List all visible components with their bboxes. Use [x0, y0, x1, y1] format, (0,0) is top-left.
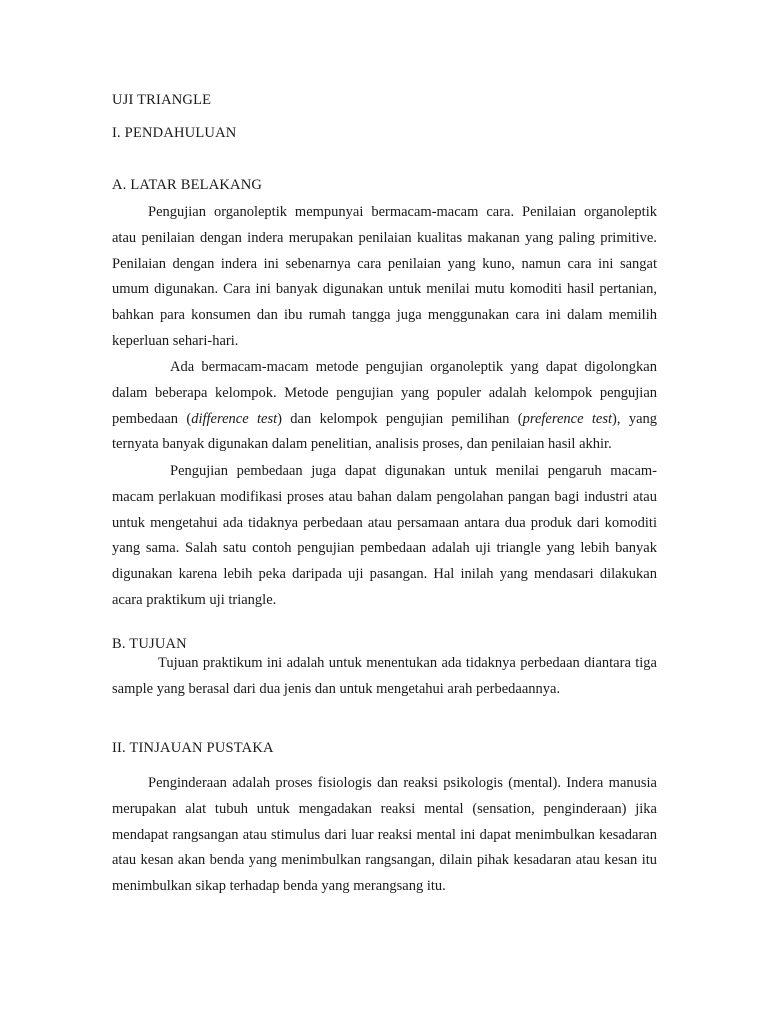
subsection-heading-latar-belakang: A. LATAR BELAKANG: [112, 177, 263, 193]
paragraph-text: ), yang ternyata banyak digunakan dalam penelitian, analisis proses, dan penilaian hasil akhir.: [112, 410, 657, 453]
paragraph-text: Pengujian organoleptik mempunyai bermacam-macam cara. Penilaian organoleptik atau penilaian dengan indera merupakan penilaian kualitas makanan yang paling primitive. Penilaian dengan indera ini sebenarnya cara penilaian yang kuno, namun cara ini sangat umum digunakan. Cara ini banyak digunakan untuk menilai mutu komoditi hasil pertanian, bahkan para konsumen dan ibu rumah tangga juga menggunakan cara ini dalam memilih keperluan sehari-hari.: [112, 204, 657, 349]
section-heading-pendahuluan: I. PENDAHULUAN: [112, 125, 237, 141]
paragraph-latar-belakang-3: [112, 459, 657, 614]
paragraph-latar-belakang-1: [112, 200, 657, 355]
paragraph-text: ) dan kelompok pengujian pemilihan (: [277, 410, 523, 427]
paragraph-tinjauan-pustaka: [112, 771, 657, 900]
paragraph-tujuan: [112, 651, 657, 703]
subsection-heading-tujuan: B. TUJUAN: [112, 636, 187, 652]
document-title: UJI TRIANGLE: [112, 92, 212, 108]
paragraph-text: Penginderaan adalah proses fisiologis dan reaksi psikologis (mental). Indera manusia merupakan alat tubuh untuk mengadakan reaksi mental (sensation, penginderaan) jika mendapat rangsangan atau stimulus dari luar reaksi mental ini dapat menimbulkan kesadaran atau kesan akan benda yang menimbulkan rangsangan, dilain pihak kesadaran atau kesan itu menimbulkan sikap terhadap benda yang merangsang itu.: [112, 775, 657, 895]
paragraph-latar-belakang-2: [112, 355, 657, 458]
section-heading-tinjauan-pustaka: II. TINJAUAN PUSTAKA: [112, 740, 274, 756]
emphasis-preference-test: preference test: [522, 410, 613, 427]
paragraph-text: Ada bermacam-macam metode pengujian organoleptik yang dapat digolongkan dalam beberapa kelompok. Metode pengujian yang populer adalah kelompok pengujian pembedaan (: [112, 359, 657, 427]
emphasis-difference-test: difference test: [191, 410, 278, 427]
paragraph-text: Pengujian pembedaan juga dapat digunakan untuk menilai pengaruh macam-macam perlakuan modifikasi proses atau bahan dalam pengolahan pangan bagi industri atau untuk mengetahui ada tidaknya perbedaan atau persamaan antara dua produk dari komoditi yang sama. Salah satu contoh pengujian pembedaan adalah uji triangle yang lebih banyak digunakan karena lebih peka daripada uji pasangan. Hal inilah yang mendasari dilakukan acara praktikum uji triangle.: [112, 463, 657, 608]
paragraph-text: Tujuan praktikum ini adalah untuk menentukan ada tidaknya perbedaan diantara tiga sample yang berasal dari dua jenis dan untuk mengetahui arah perbedaannya.: [112, 655, 657, 697]
